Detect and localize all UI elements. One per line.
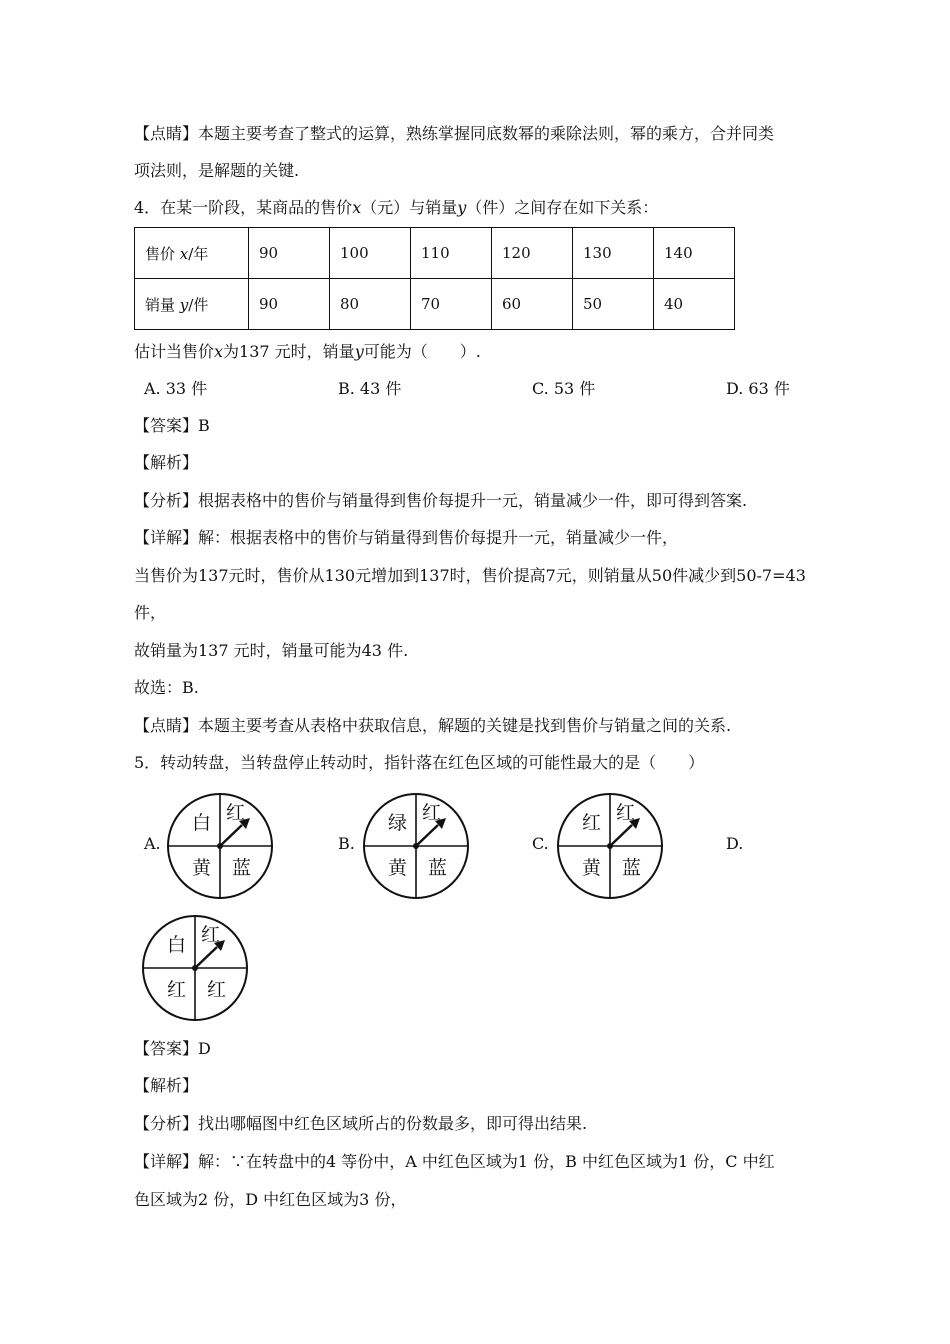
q5-analysis-heading: 【解析】 bbox=[134, 1076, 199, 1095]
table-row bbox=[135, 228, 735, 279]
q4-detail-3: 件， bbox=[134, 603, 167, 622]
q4-option-b: B. 43 件 bbox=[338, 379, 402, 398]
table-header-cell: 售价 x/年 bbox=[135, 228, 249, 279]
sector-label: 红 bbox=[226, 802, 246, 824]
spinner-b bbox=[362, 792, 470, 904]
q4-detail-1: 【详解】解：根据表格中的售价与销量得到售价每提升一元，销量减少一件， bbox=[134, 528, 679, 547]
table-cell: 50 bbox=[573, 279, 654, 330]
q4-review: 【点睛】本题主要考查从表格中获取信息，解题的关键是找到售价与销量之间的关系. bbox=[134, 716, 732, 735]
table-cell: 80 bbox=[330, 279, 411, 330]
q5-fenxi: 【分析】找出哪幅图中红色区域所占的份数最多，即可得出结果. bbox=[134, 1114, 588, 1133]
spinner-c bbox=[556, 792, 664, 904]
prev-review-line2: 项法则，是解题的关键. bbox=[134, 161, 300, 180]
q5-option-a-label: A. bbox=[144, 834, 161, 853]
q5-option-b-label: B. bbox=[338, 834, 355, 853]
sector-label: 红 bbox=[422, 802, 442, 824]
q4-option-a: A. 33 件 bbox=[144, 379, 208, 398]
table-cell: 40 bbox=[654, 279, 735, 330]
sector-label: 红 bbox=[207, 979, 227, 1001]
table-cell: 100 bbox=[330, 228, 411, 279]
sector-label: 黄 bbox=[192, 857, 212, 879]
sector-label: 白 bbox=[192, 812, 212, 834]
q5-detail-2: 色区域为2 份，D 中红色区域为3 份， bbox=[134, 1190, 407, 1209]
q5-option-c-label: C. bbox=[532, 834, 549, 853]
table-cell: 70 bbox=[411, 279, 492, 330]
q4-question: 估计当售价x为137 元时，销量y可能为（ ）. bbox=[134, 342, 481, 361]
q4-fenxi: 【分析】根据表格中的售价与销量得到售价每提升一元，销量减少一件，即可得到答案. bbox=[134, 491, 748, 510]
sector-label: 蓝 bbox=[622, 857, 642, 879]
table-row bbox=[135, 279, 735, 330]
sector-label: 红 bbox=[167, 979, 187, 1001]
q4-analysis-heading: 【解析】 bbox=[134, 453, 199, 472]
sector-label: 红 bbox=[582, 812, 602, 834]
table-header-cell: 销量 y/件 bbox=[135, 279, 249, 330]
sector-label: 黄 bbox=[388, 857, 408, 879]
q4-choose: 故选：B. bbox=[134, 678, 199, 697]
sector-label: 蓝 bbox=[428, 857, 448, 879]
q4-option-d: D. 63 件 bbox=[726, 379, 790, 398]
q4-option-c: C. 53 件 bbox=[532, 379, 596, 398]
table-cell: 60 bbox=[492, 279, 573, 330]
spinner-a bbox=[166, 792, 274, 904]
spinner-d bbox=[141, 914, 249, 1026]
table-cell: 130 bbox=[573, 228, 654, 279]
table-cell: 90 bbox=[249, 279, 330, 330]
q5-stem: 5．转动转盘，当转盘停止转动时，指针落在红色区域的可能性最大的是（ ） bbox=[134, 753, 705, 772]
q4-detail-4: 故销量为137 元时，销量可能为43 件. bbox=[134, 641, 409, 660]
table-cell: 90 bbox=[249, 228, 330, 279]
sector-label: 黄 bbox=[582, 857, 602, 879]
sector-label: 绿 bbox=[388, 812, 408, 834]
q4-detail-2: 当售价为137元时，售价从130元增加到137时，售价提高7元，则销量从50件减少到50-7=43 bbox=[134, 566, 806, 585]
sector-label: 白 bbox=[167, 934, 187, 956]
q5-option-d-label: D. bbox=[726, 834, 744, 853]
q5-answer: 【答案】D bbox=[134, 1039, 211, 1058]
q5-detail-1: 【详解】解：∵在转盘中的4 等份中，A 中红色区域为1 份，B 中红色区域为1 份，C 中红 bbox=[134, 1152, 775, 1171]
table-cell: 140 bbox=[654, 228, 735, 279]
table-cell: 120 bbox=[492, 228, 573, 279]
price-sales-table bbox=[134, 227, 735, 330]
sector-label: 红 bbox=[616, 802, 636, 824]
sector-label: 红 bbox=[201, 924, 221, 946]
table-cell: 110 bbox=[411, 228, 492, 279]
sector-label: 蓝 bbox=[232, 857, 252, 879]
prev-review-line1: 【点睛】本题主要考查了整式的运算，熟练掌握同底数幂的乘除法则，幂的乘方，合并同类 bbox=[134, 124, 775, 143]
q4-stem: 4．在某一阶段，某商品的售价x（元）与销量y（件）之间存在如下关系： bbox=[134, 198, 659, 217]
q4-answer: 【答案】B bbox=[134, 416, 210, 435]
